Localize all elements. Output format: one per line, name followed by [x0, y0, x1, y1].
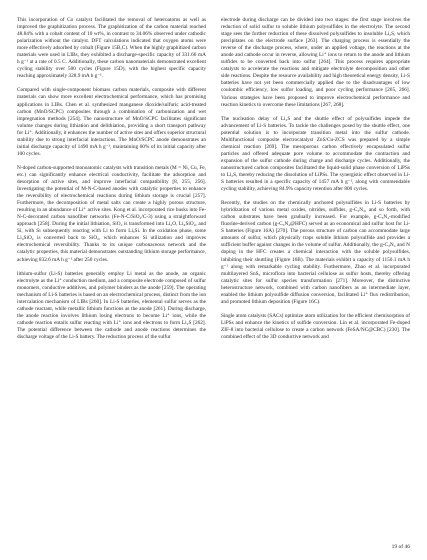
page-number: 19 of 46 [391, 544, 410, 550]
paragraph: Recently, the studies on the chemically anchored polysulfides in Li-S batteries by hybridization of various metal oxides, nitrides, sulfides, g-C₃N₄, and so forth, with carbon substrates have been gradually increased. For example, g-C₃N₄-modified fluorine-derived carbon (g-C₃N₄@HFC) served as an economical and sulfur host for Li-S batteries (Figure 16A) [270]. The porous structure of carbon can accommodate large amounts of sulfur, which physically traps soluble lithium polysulfide and provides a sufficient buffer against changes in the volume of sulfur. Additionally, the g-C₃N₄ and N doping in the HFC creates a chemical interaction with the soluble polysulfides, inhibiting their shuttling (Figure 16B). The materials exhibit a capacity of 1150.1 mA h g⁻¹ along with remarkable cycling stability. Furthermore, Zhao et al. incorporated multilayered SnS₂ microflora into bacterial cellulose as sulfur hosts, thereby offering catalytic sites for sulfur species transformation [271]. Moreover, the distinctive heterostructure network, combined with carbon nanofibers as an intermediate layer, enabled the lithium polysulfide diffusion conversion, facilitated Li⁺ flux redistribution, and promoted lithium deposition (Figure 16C). [221, 200, 410, 305]
paragraph: N-doped carbon-supported monoatomic catalysts with transition metals (M = Ni, Cu, Fe, etc.) can significantly enhance electrical conductivity, facilitate the adsorption and desorption of active sites, and improve interfacial compatibility [8, 255, 256]. Investigating the potential of M-N-C-based anodes with catalytic properties to enhance the reversibility of electrochemical reactions during lithium storage is crucial [257]. Furthermore, the decomposition of metal salts can create a highly porous structure, resulting in an abundance of Li⁺ active sites. Kong et al. incorporated rice husks into Fe-N-C-decorated carbon nanofiber networks (Fe-N-C/SiO₂/C-3) using a straightforward approach [258]. During the initial lithiation, SiO₂ is transformed into Li₂O, Li₄SiO₄, and Si, with Si subsequently reacting with Li to form LiₓSi. In the oxidation phase, some Li₄SiO₄ is converted back to SiO₂, which enhances Si utilization and improves electrochemical reversibility. Thanks to its unique carbonaceous network and the catalytic properties, this material demonstrates outstanding lithium storage performance, achieving 832.6 mA h g⁻¹ after 250 cycles. [17, 164, 206, 263]
paragraph: The nucleation delay of Li₂S and the shuttle effect of polysulfides impede the advancement of Li-S batteries. To tackle the challenges posed by the shuttle effect, one potential solution is to incorporate transition metal into the sulfur cathode. Multifunctional composite electrocatalyst ZnS/Cu-ZCS was prepared by a simple chemical reaction [269]. The mesoporous carbon effectively encapsulated sulfur particles and offered adequate pore volume to accommodate the contraction and expansion of the sulfur cathode during charge and discharge cycles. Additionally, the nanostructured carbon composites facilitated the liquid-solid phase conversion of LiPSs to Li₂S, thereby reducing the dissolution of LiPSs. The synergistic effect observed in Li-S batteries resulted in a specific capacity of 1457 mA h g⁻¹, along with commendable cycling stability, achieving 84.9% capacity retention after 800 cycles. [221, 115, 410, 193]
paragraph: This incorporation of Co catalyst facilitated the removal of heteroatoms as well as improved the graphitization process. The graphitization of the carbon material reached 48.84% with a cobalt content of 10 wt%, in contrast to 34.06% observed under cathodic polarization without the catalyst. DFT calculations indicated that oxygen atoms were more effectively adsorbed by cobalt (Figure 15B,C). When the highly graphitized carbon materials were used in LIBs, they exhibited a discharge-specific capacity of 331.66 mA h g⁻¹ at a rate of 0.5 C. Additionally, these carbon nanomaterials demonstrated excellent cycling stability over 500 cycles (Figure 15D), with the highest specific capacity reaching approximately 328.9 mA h g⁻¹. [17, 17, 206, 80]
paragraph: electrode during discharge can be divided into two stages: the first stage involves the reduction of solid sulfur to soluble lithium polysulfides in the electrolyte. The second stage sees the further reduction of these dissolved polysulfides to insoluble Li₂S, which precipitates on the electrode surface [263]. The charging process is essentially the reverse of the discharge process, where, under an applied voltage, the reactions at the anode and cathode occur in reverse, allowing Li⁺ ions to return to the anode and lithium sulfides to be converted back into sulfur [264]. This process requires appropriate catalysts to accelerate the reactions and mitigate electrolyte decomposition and other side reactions. Despite the resource availability and high theoretical energy density, Li-S batteries have not yet been commercially applied due to the disadvantages of low coulombic efficiency, low sulfur loading, and poor cycling performance [265, 266]. Various strategies have been proposed to improve electrochemical performance and reaction kinetics to overcome these limitations [267, 268]. [221, 17, 410, 108]
paragraph: lithium-sulfur (Li-S) batteries generally employ Li metal as the anode, an organic electrolyte as the Li⁺ conduction medium, and a composite electrode composed of sulfur monomers, conductive additives, and polymer binders as the anode [259]. The operating mechanism of Li-S batteries is based on an electrochemical process, distinct from the ion intercalation mechanism of LIBs [260]. In Li-S batteries, elemental sulfur serves as the cathode reactant, while metallic lithium functions as the anode [261]. During discharge, the anode reaction involves lithium losing electrons to become Li⁺ ions, while the cathode reaction entails sulfur reacting with Li⁺ ions and electrons to form Li₂S [262]. The potential difference between the cathode and anode reactions determines the discharge voltage of the Li-S battery. The reduction process of the sulfur [17, 270, 206, 340]
paragraph: Compared with single-component biomass carbon materials, composite with different materials can show more excellent electrochemical performance, which has promising applications in LIBs. Chen et al. synthesized manganese dioxide/sulfuric acid-treated carbon (MnO/SCPC) composites through a combination of carbonization and wet impregnation methods [254]. The nanostructure of MnO/SCPC facilitates significant volume changes during lithiation and delithiation, providing a short transport pathway for Li⁺. Additionally, it enhances the number of active sites and offers superior structural stability due to strong interfacial interactions. The MnO/SCPC anode demonstrates an initial discharge capacity of 1490 mA h g⁻¹, maintaining 60% of its initial capacity after 100 cycles. [17, 87, 206, 157]
paragraph: Single atom catalysts (SACs) optimize atom utilization for the efficient chemisorption of LiPSs and enhance the kinetics of sulfide conversion. Lin et al. incorporated Fe-doped ZIF-8 into bacterial cellulose to create a carbon network (FeSA/NC@CBC) [230]. The combined effect of the 3D conductive network and [221, 312, 410, 340]
right-column [221, 17, 410, 348]
left-column [17, 17, 206, 348]
